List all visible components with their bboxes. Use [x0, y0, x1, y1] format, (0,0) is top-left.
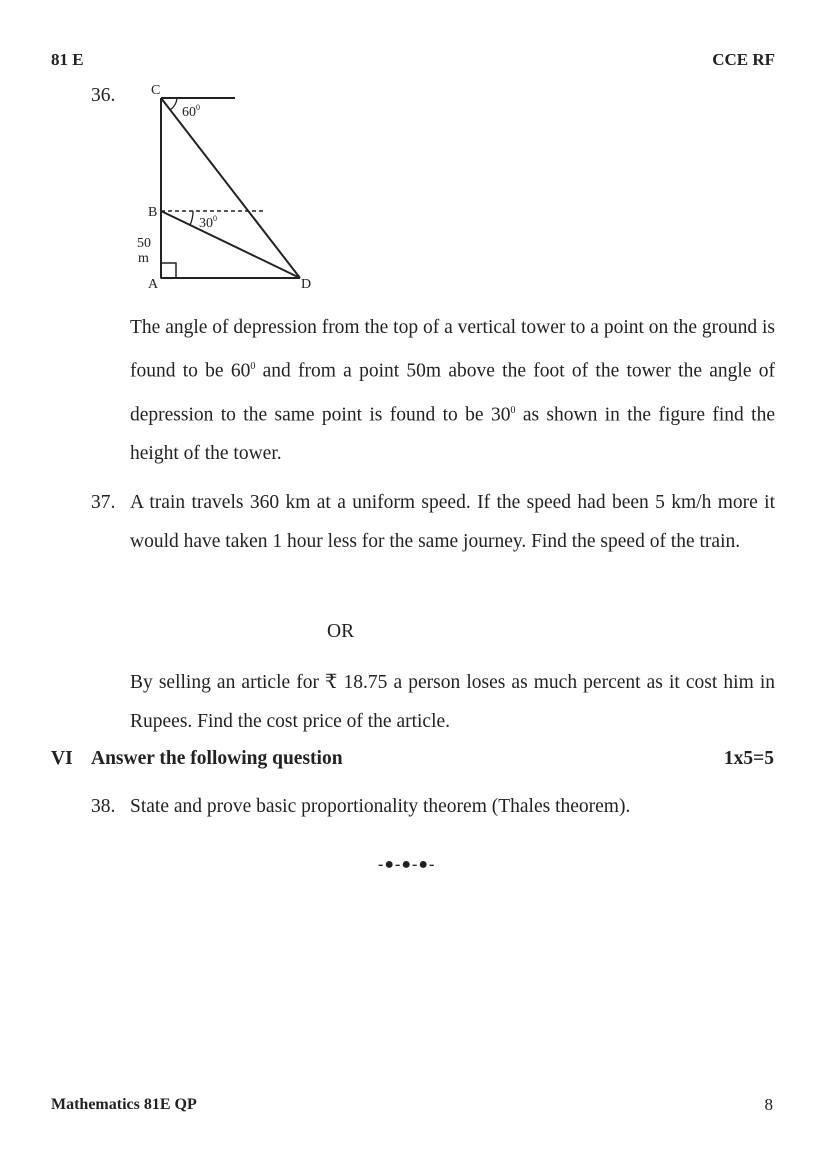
line-bd [161, 211, 300, 278]
end-mark: -●-●-●- [378, 856, 436, 873]
section-marks: 1x5=5 [723, 748, 774, 769]
header-series: CCE RF [712, 50, 775, 69]
header-code: 81 E [51, 50, 84, 69]
question-37-text: A train travels 360 km at a uniform speed. If the speed had been 5 km/h more it would have taken 1 hour less for the same journey. Find the speed of the train. [130, 492, 775, 552]
question-number-36: 36. [91, 85, 116, 106]
right-angle-mark [161, 263, 176, 278]
side-value: 50 [137, 236, 151, 251]
question-number-38: 38. [91, 796, 116, 817]
angle-30-label: $30^0$ [199, 214, 217, 231]
question-36-text: The angle of depression from the top of a vertical tower to a point on the ground is found to be $60^0$ and from a point 50m above the foot of the tower the angle of depression to the same point is found to be $30^0$ as shown in the figure find the height of the tower. [130, 317, 775, 464]
tower-figure [0, 0, 827, 300]
side-unit: m [138, 251, 149, 266]
label-d: D [301, 277, 312, 292]
question-38-text: State and prove basic proportionality theorem (Thales theorem). [130, 796, 631, 817]
line-cd [161, 98, 300, 278]
question-number-37: 37. [91, 492, 116, 513]
angle-arc-60 [170, 98, 177, 110]
angle-60-label: $60^0$ [182, 103, 200, 120]
page-number: 8 [764, 1095, 773, 1114]
label-a: A [148, 277, 159, 292]
or-separator: OR [327, 621, 355, 642]
label-c: C [151, 83, 161, 98]
angle-arc-30 [190, 211, 193, 225]
section-title: Answer the following question [91, 748, 343, 769]
label-b: B [148, 205, 158, 220]
footer-title: Mathematics 81E QP [51, 1096, 197, 1113]
section-numeral: VI [51, 748, 73, 769]
question-37-alt-text: By selling an article for ₹ 18.75 a person loses as much percent as it cost him in Rupees. Find the cost price of the article. [130, 672, 775, 732]
